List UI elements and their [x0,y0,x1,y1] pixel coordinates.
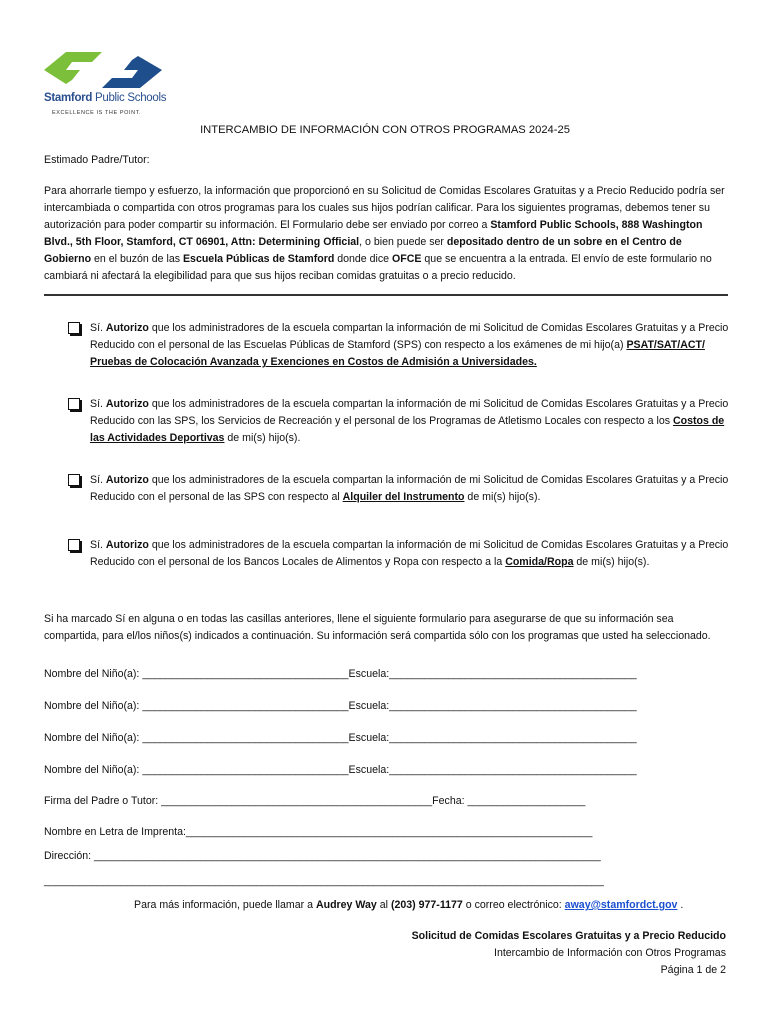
document-title: INTERCAMBIO DE INFORMACIÓN CON OTROS PROGRAMAS 2024-25 [200,124,570,136]
option-tests-text: Sí. Autorizo que los administradores de la escuela compartan la información de mi Solicitud de Comidas Escolares Gratuitas y a Precio Reducido con el personal de las Escuelas Públicas de Stamford (SPS) con respecto a los exámenes de mi hijo(a) PSAT/SAT/ACT/ Pruebas de Colocación Avanzada y Exenciones en Costos de Admisión a Universidades. [90,322,729,368]
intro-paragraph: Para ahorrarle tiempo y esfuerzo, la información que proporcionó en su Solicitud de Comidas Escolares Gratuitas y a Precio Reducido podría ser intercambiada o compartida con otros programas para los cuales sus hijos podrían calificar. Para los siguientes programas, debemos tener su autorización para poder compartir su información. El Formulario debe ser enviado por correo a Stamford Public Schools, 888 Washington Blvd., 5th Floor, Stamford, CT 06901, Attn: Determining Official, o bien puede ser depositado dentro de un sobre en el Centro de Gobierno en el buzón de las Escuela Públicas de Stamford donde dice OFCE que se encuentra a la entrada. El envío de este formulario no cambiará ni afectará la elegibilidad para que sus hijos reciban comidas gratuitas o a precio reducido. [44,185,725,282]
footer-block [412,928,726,979]
footer-title: Solicitud de Comidas Escolares Gratuitas y a Precio Reducido [411,930,726,942]
logo-school-name: Stamford Public Schools [44,92,167,104]
stamford-logo [44,48,168,122]
checkbox-instrument[interactable] [68,474,80,486]
followup-paragraph: Si ha marcado Sí en alguna o en todas las casillas anteriores, llene el siguiente formulario para asegurarse de que su información sea compartida, para el/los niños(s) indicados a continuación. Su información será compartida sólo con los programas que usted ha seleccionado. [44,613,711,642]
page-number: Página 1 de 2 [660,964,726,976]
option-sports-text: Sí. Autorizo que los administradores de la escuela compartan la información de mi Solicitud de Comidas Escolares Gratuitas y a Precio Reducido con las SPS, los Servicios de Recreación y el personal de los Programas de Atletismo Locales con respecto a los Costos de las Actividades Deportivas de mi(s) hijo(s). [90,398,729,444]
contact-line: Para más información, puede llamar a Audrey Way al (203) 977-1177 o correo electrónico: away@stamfordct.gov . [134,899,684,911]
address-line[interactable]: Dirección: ______________________________________________________________________________________ [44,850,601,862]
greeting: Estimado Padre/Tutor: [44,154,150,166]
email-link[interactable]: away@stamfordct.gov [564,899,678,911]
print-name-line[interactable]: Nombre en Letra de Imprenta:_____________________________________________________________________ [44,826,593,838]
checkbox-sports[interactable] [68,398,80,410]
footer-subtitle: Intercambio de Información con Otros Programas [494,947,726,959]
stamford-s-logo-icon [44,48,162,92]
logo-tagline: EXCELLENCE IS THE POINT. [52,110,142,116]
checkbox-tests[interactable] [68,322,80,334]
option-food-clothing-text: Sí. Autorizo que los administradores de la escuela compartan la información de mi Solicitud de Comidas Escolares Gratuitas y a Precio Reducido con el personal de los Bancos Locales de Alimentos y Ropa con respecto a la Comida/Ropa de mi(s) hijo(s). [90,539,729,568]
child-line-3[interactable]: Nombre del Niño(a): ___________________________________Escuela:__________________________________________ [44,732,637,744]
child-line-4[interactable]: Nombre del Niño(a): ___________________________________Escuela:__________________________________________ [44,764,637,776]
child-line-2[interactable]: Nombre del Niño(a): ___________________________________Escuela:__________________________________________ [44,700,637,712]
child-line-1[interactable]: Nombre del Niño(a): ___________________________________Escuela:__________________________________________ [44,668,637,680]
signature-line[interactable]: Firma del Padre o Tutor: ______________________________________________Fecha: ____________________ [44,795,586,807]
divider [44,294,728,296]
address-line-2[interactable]: _______________________________________________________________________________________________ [44,875,604,887]
checkbox-food-clothing[interactable] [68,539,80,551]
option-instrument-text: Sí. Autorizo que los administradores de la escuela compartan la información de mi Solicitud de Comidas Escolares Gratuitas y a Precio Reducido con el personal de las SPS con respecto al Alquiler del Instrumento de mi(s) hijo(s). [90,474,729,503]
